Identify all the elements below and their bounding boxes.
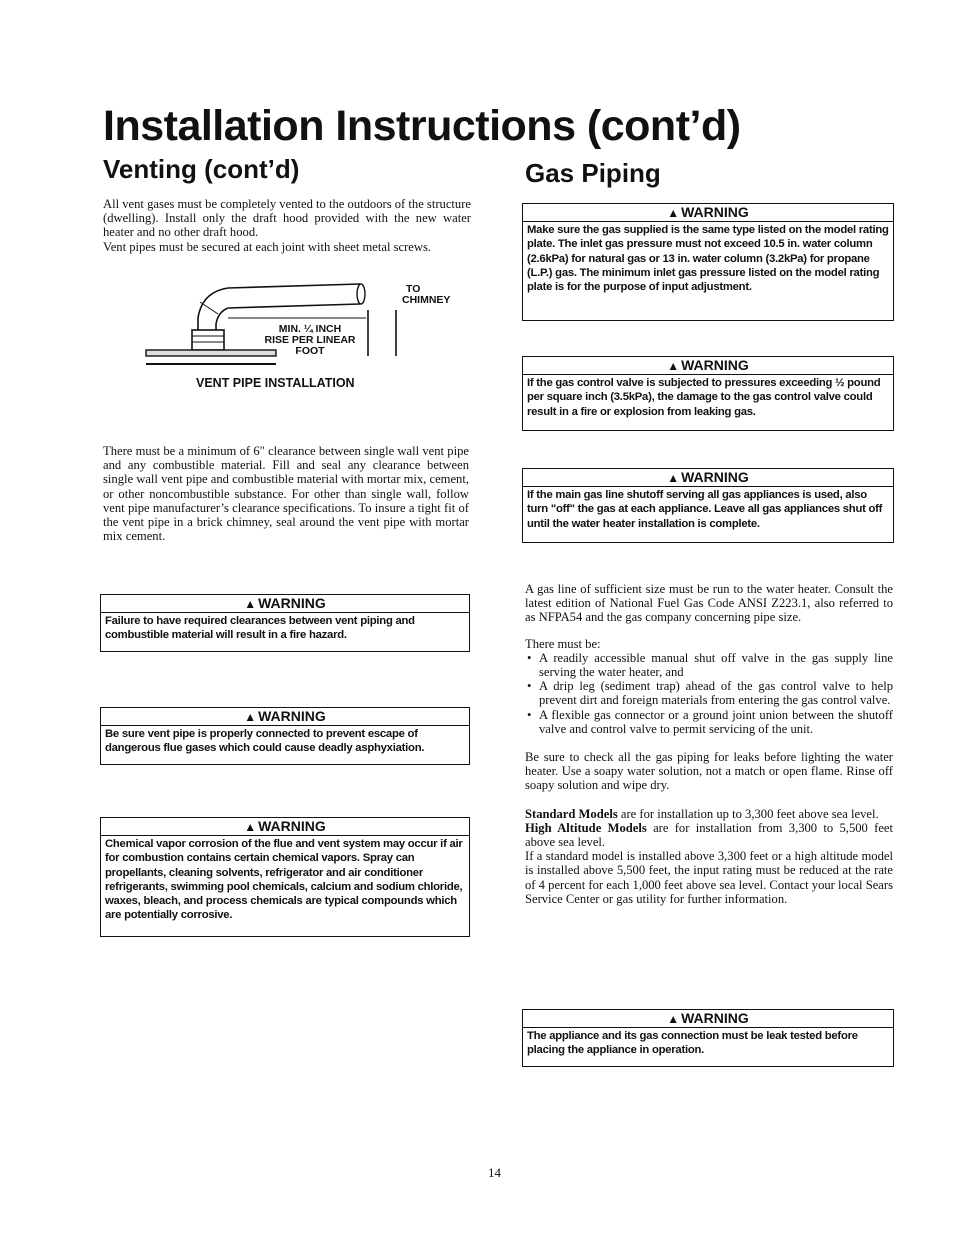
warning-header [523,357,893,375]
warning-text: Chemical vapor corrosion of the flue and vent system may occur if air for combustion contains certain chemical vapors. Spray can propellants, cleaning solvents, refrigerator and air conditioner refrigerants, swimming pool chemicals, calcium and sodium chloride, waxes, bleach, and process chemicals are typical compounds which are potentially corrosive. [105,838,463,922]
warning-box-shutoff [522,468,894,543]
intro-paragraph: All vent gases must be completely vented to the outdoors of the structure (dwelling). Install only the draft hood provided with the new water heater and no other draft hood. [103,197,471,240]
label-to: TO [406,283,421,295]
warning-label: WARNING [681,469,749,485]
rise-label [250,324,370,357]
warning-header [523,1010,893,1028]
high-altitude-text: are for installation from 3,300 to 5,500 feet above sea level. [525,820,894,850]
page-number: 14 [488,1165,501,1180]
standard-models-text: are for installation up to 3,300 feet above sea level. [617,806,879,821]
warning-text: The appliance and its gas connection must be leak tested before placing the appliance in operation. [527,1030,858,1057]
warning-triangle-icon: ▲ [244,820,257,834]
there-must-be: There must be: [525,636,601,651]
warning-label: WARNING [681,1010,749,1026]
clearance-paragraph: There must be a minimum of 6" clearance between single wall vent pipe and any combustible material. Fill and seal any clearance between single wall vent pipe and combustible material with mortar mix, cement, or other noncombustible substance. For other than single wall, follow vent pipe manufacturer’s clearance specifications. To insure a tight fit of the vent pipe in a brick chimney, seal around the vent pipe with mortar mix cement. [103,444,469,544]
warning-text: If the main gas line shutoff serving all gas appliances is used, also turn "off" the gas at each appliance. Leave all gas appliances shut off until the water heater installation is complete. [527,489,883,530]
warning-label: WARNING [258,818,326,834]
derate-paragraph: If a standard model is installed above 3,300 feet or a high altitude model is installed above 5,500 feet, the input rating must be reduced at the rate of 4 percent for each 1,000 feet above sea level. Contact your local Sears Service Center or gas utility for further information. [525,849,893,906]
warning-text: Failure to have required clearances between vent piping and combustible material will result in a fire hazard. [105,615,415,642]
warning-header [101,595,469,613]
warning-box-gas-pressure [522,203,894,321]
leak-check-paragraph: Be sure to check all the gas piping for leaks before lighting the water heater. Use a soapy water solution, not a match or open flame. Rinse off soapy solution and wipe dry. [525,750,893,793]
venting-intro [103,197,471,254]
warning-header [523,204,893,222]
requirements-list [525,651,893,736]
warning-box-vent-connection [100,707,470,765]
vent-pipe-diagram [140,278,470,393]
page-title: Installation Instructions (cont’d) [103,102,741,150]
warning-box-clearance [100,594,470,652]
high-altitude-label: High Altitude Models [525,820,647,835]
warning-triangle-icon: ▲ [244,710,257,724]
gas-piping-heading: Gas Piping [525,158,661,188]
label-chimney: CHIMNEY [402,294,451,306]
warning-text: Be sure vent pipe is properly connected to prevent escape of dangerous flue gases which could cause deadly asphyxiation. [105,728,425,755]
warning-box-leak-test [522,1009,894,1067]
diagram-caption: VENT PIPE INSTALLATION [196,376,355,390]
label-rise-1: MIN. ¼ INCH [278,323,342,335]
warning-text: If the gas control valve is subjected to pressures exceeding ½ pound per square inch (3.5kPa), the damage to the gas control valve could result in a fire or explosion from leaking gas. [527,377,881,418]
gas-piping-text [525,582,893,906]
warning-header [523,469,893,487]
warning-triangle-icon: ▲ [667,359,680,373]
warning-triangle-icon: ▲ [667,1012,680,1026]
list-item: • A flexible gas connector or a ground joint union between the shutoff valve and control valve to permit servicing of the unit. [539,708,893,736]
warning-header [101,708,469,726]
venting-heading: Venting (cont’d) [103,154,300,184]
to-chimney-label [402,284,450,306]
label-rise-2: RISE PER LINEAR [264,334,356,346]
warning-triangle-icon: ▲ [667,206,680,220]
warning-triangle-icon: ▲ [244,597,257,611]
warning-label: WARNING [681,357,749,373]
warning-box-control-valve [522,356,894,431]
high-altitude-paragraph [525,821,893,849]
warning-header [101,818,469,836]
warning-label: WARNING [681,204,749,220]
warning-label: WARNING [258,708,326,724]
warning-text: Make sure the gas supplied is the same type listed on the model rating plate. The inlet gas pressure must not exceed 10.5 in. water column (2.6kPa) for natural gas or 13 in. water column (3.2kPa) for propane (L.P.) gas. The minimum inlet gas pressure listed on the model rating plate is for the purpose of input adjustment. [527,224,889,294]
gas-line-paragraph: A gas line of sufficient size must be run to the water heater. Consult the latest edition of National Fuel Gas Code ANSI Z223.1, also referred to as NFPA54 and the gas company concerning pipe size. [525,582,893,625]
warning-triangle-icon: ▲ [667,471,680,485]
standard-models-label: Standard Models [525,806,618,821]
list-item: • A readily accessible manual shut off valve in the gas supply line serving the water heater, and [539,651,893,679]
warning-box-corrosion [100,817,470,937]
standard-models-paragraph [525,807,893,821]
label-rise-3: FOOT [295,345,325,357]
warning-label: WARNING [258,595,326,611]
list-item: • A drip leg (sediment trap) ahead of the gas control valve to help prevent dirt and foreign materials from entering the gas control valve. [539,679,893,707]
screws-paragraph: Vent pipes must be secured at each joint with sheet metal screws. [103,239,432,254]
